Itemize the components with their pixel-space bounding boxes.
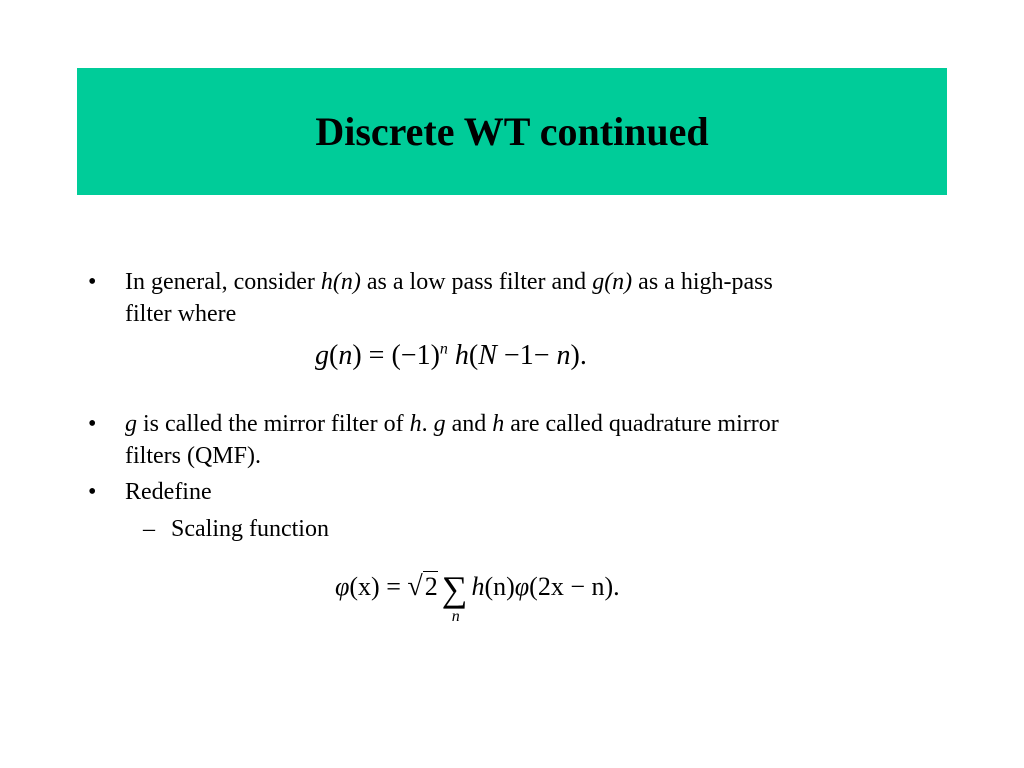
bullet-3-text: Redefine [125,479,212,505]
bullet-marker: • [88,479,97,505]
bullet-1-text [125,266,925,330]
bullet-2-part: are called quadrature mirror [504,411,779,437]
eq-symbol: h [471,572,485,601]
bullet-2-line2: filters (QMF). [125,443,261,469]
bullet-2-text [125,408,925,472]
sub-bullet-dash: – [143,516,155,542]
eq-symbol: g [315,340,329,371]
eq-symbol: φ [514,572,530,601]
summation-symbol: ∑ [441,569,468,609]
eq-symbol: h [454,340,469,371]
h-term: h [409,411,422,437]
eq-symbol: n [556,340,571,371]
bullet-2-part: is called the mirror filter of [137,411,410,437]
g-term: g [433,411,446,437]
eq-symbol: ) [352,340,362,371]
bullet-1-line2: filter where [125,301,237,327]
eq-symbol: (x) [349,572,380,601]
h-term: h [492,411,505,437]
bullet-1-part: as a low pass filter and [360,269,593,295]
eq-symbol: φ [335,572,350,601]
eq-symbol: = [361,340,392,371]
eq-symbol: 2 [424,572,438,601]
eq-exponent: n [439,340,448,358]
bullet-1-part: In general, consider [125,269,321,295]
eq-symbol: n [338,340,353,371]
eq-symbol: ). [570,340,587,371]
sqrt-symbol: √ [407,571,423,602]
gn-term: g(n) [592,269,633,295]
eq-symbol: = [379,572,408,601]
eq-symbol: ( [329,340,339,371]
bullet-2-part: . [421,411,434,437]
eq-symbol: N [478,340,497,371]
hn-term: h(n) [320,269,361,295]
g-term: g [125,411,137,437]
eq-symbol: (2x − n). [529,572,620,601]
eq-symbol: (n) [484,572,515,601]
bullet-1-part: as a high-pass [632,269,773,295]
mirror-filter-equation [315,340,587,372]
sub-bullet-text: Scaling function [171,516,329,542]
slide-title: Discrete WT continued [315,109,709,154]
bullet-marker: • [88,269,97,295]
summation-index: n [451,608,460,625]
eq-symbol: (−1) [391,340,440,371]
eq-symbol: ( [468,340,479,371]
scaling-function-equation [335,568,620,625]
bullet-marker: • [88,411,97,437]
eq-symbol: −1− [496,340,557,371]
bullet-2-part: and [445,411,493,437]
